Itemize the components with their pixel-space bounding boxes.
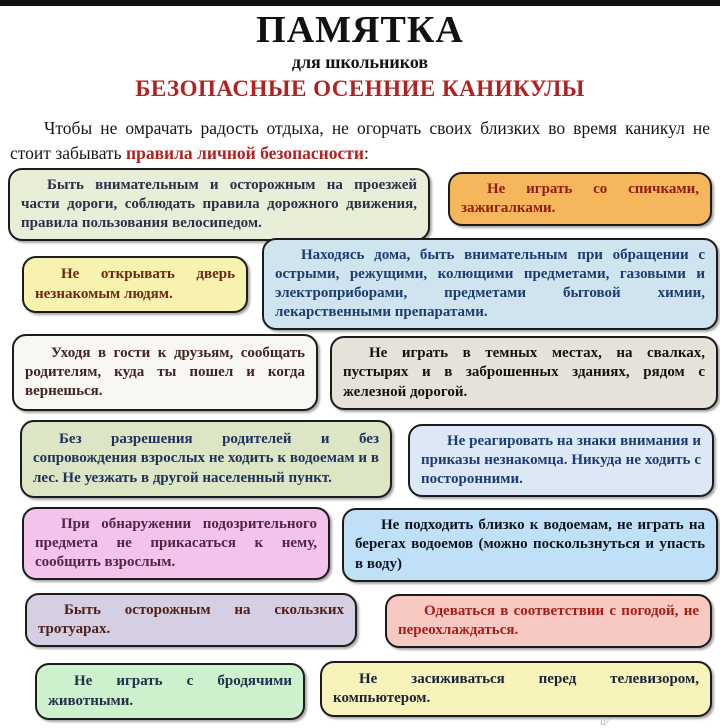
rule-box-matches <box>448 172 712 226</box>
rule-box-suspicious-object <box>22 507 330 580</box>
top-black-bar <box>0 0 720 6</box>
intro-prefix: Чтобы не омрачать радость отдыха, не огорчать своих близких во время каникул не стоит забывать <box>10 118 710 164</box>
rule-box-road-safety <box>8 168 430 241</box>
rule-box-dress-weather <box>385 594 712 648</box>
intro-highlight: правила личной безопасности <box>126 143 364 164</box>
rule-box-slippery-sidewalks <box>25 593 357 647</box>
rule-box-stranger-attention <box>408 424 714 497</box>
rule-text: Без разрешения родителей и без сопровождения взрослых не ходить к водоемам и в лес. Не уезжать в другой населенный пункт. <box>33 431 379 486</box>
rule-text: Быть внимательным и осторожным на проезжей части дороги, соблюдать правила дорожного движения, правила пользования велосипедом. <box>21 177 417 232</box>
watermark-mark: й/ <box>600 714 610 728</box>
rule-text: Одеваться в соответствии с погодой, не переохлаждаться. <box>398 603 699 639</box>
rule-box-water-banks <box>342 508 718 582</box>
rule-text: Не реагировать на знаки внимания и приказы незнакомца. Никуда не ходить с посторонними. <box>421 433 701 488</box>
rule-text: Не играть со спичками, зажигалками. <box>461 181 699 217</box>
rule-box-tv-computer <box>320 661 712 717</box>
rule-box-dark-places <box>330 336 718 410</box>
rule-text: Находясь дома, быть внимательным при обращении с острыми, режущими, колющими предметами, газовыми и электроприборами, предметами бытовой химии, лекарственными препаратами. <box>275 247 705 321</box>
rule-box-tell-parents <box>12 334 318 411</box>
rule-text: Быть осторожным на скользких тротуарах. <box>38 602 344 638</box>
rule-box-stray-animals <box>35 663 305 720</box>
intro-suffix: : <box>363 143 369 164</box>
rule-text: Не открывать дверь незнакомым людям. <box>35 266 235 302</box>
rule-box-water-forest-permission <box>20 420 392 498</box>
page-subtitle: для школьников <box>291 52 429 72</box>
page-title: ПАМЯТКА <box>256 9 464 51</box>
rule-text: Не играть с бродячими животными. <box>48 673 292 709</box>
rule-box-door-strangers <box>22 256 248 313</box>
rule-text: Уходя в гости к друзьям, сообщать родителям, куда ты пошел и когда вернешься. <box>25 344 305 400</box>
rule-box-home-hazards <box>262 238 718 330</box>
section-heading: БЕЗОПАСНЫЕ ОСЕННИЕ КАНИКУЛЫ <box>135 76 585 101</box>
rule-text: Не играть в темных местах, на свалках, пустырях и в заброшенных зданиях, рядом с железной дорогой. <box>343 345 705 400</box>
intro-paragraph <box>10 116 710 167</box>
rule-text: При обнаружении подозрительного предмета не прикасаться к нему, сообщить взрослым. <box>35 516 317 571</box>
rule-text: Не засиживаться перед телевизором, компьютером. <box>333 670 699 706</box>
rule-text: Не подходить близко к водоемам, не играть на берегах водоемов (можно поскользнуться и упасть в воду) <box>355 517 705 572</box>
